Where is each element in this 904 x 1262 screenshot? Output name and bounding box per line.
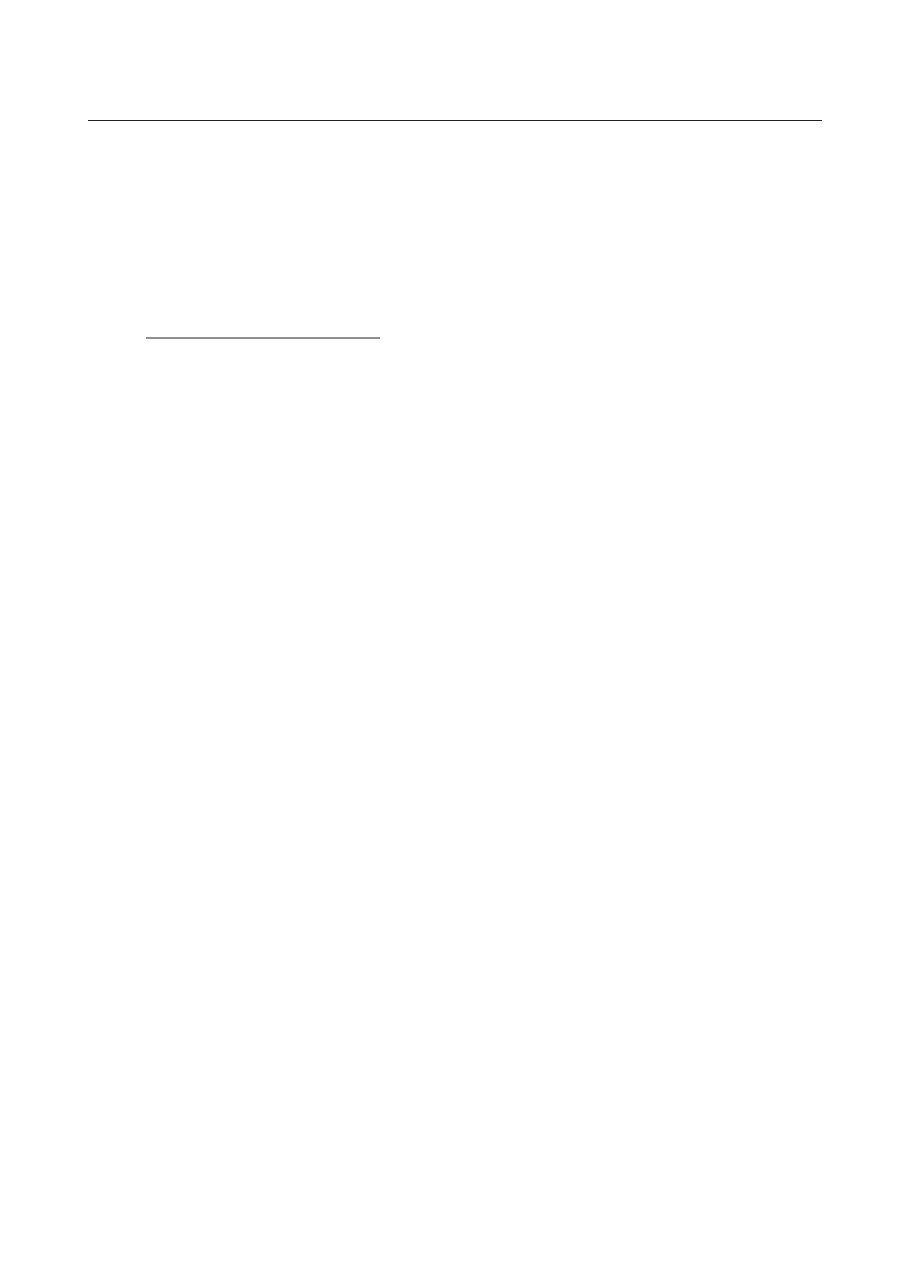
nmr-spectrum-figure bbox=[130, 230, 390, 380]
left-column-lower bbox=[78, 404, 448, 406]
references-section bbox=[472, 170, 834, 176]
page-header bbox=[88, 96, 822, 121]
